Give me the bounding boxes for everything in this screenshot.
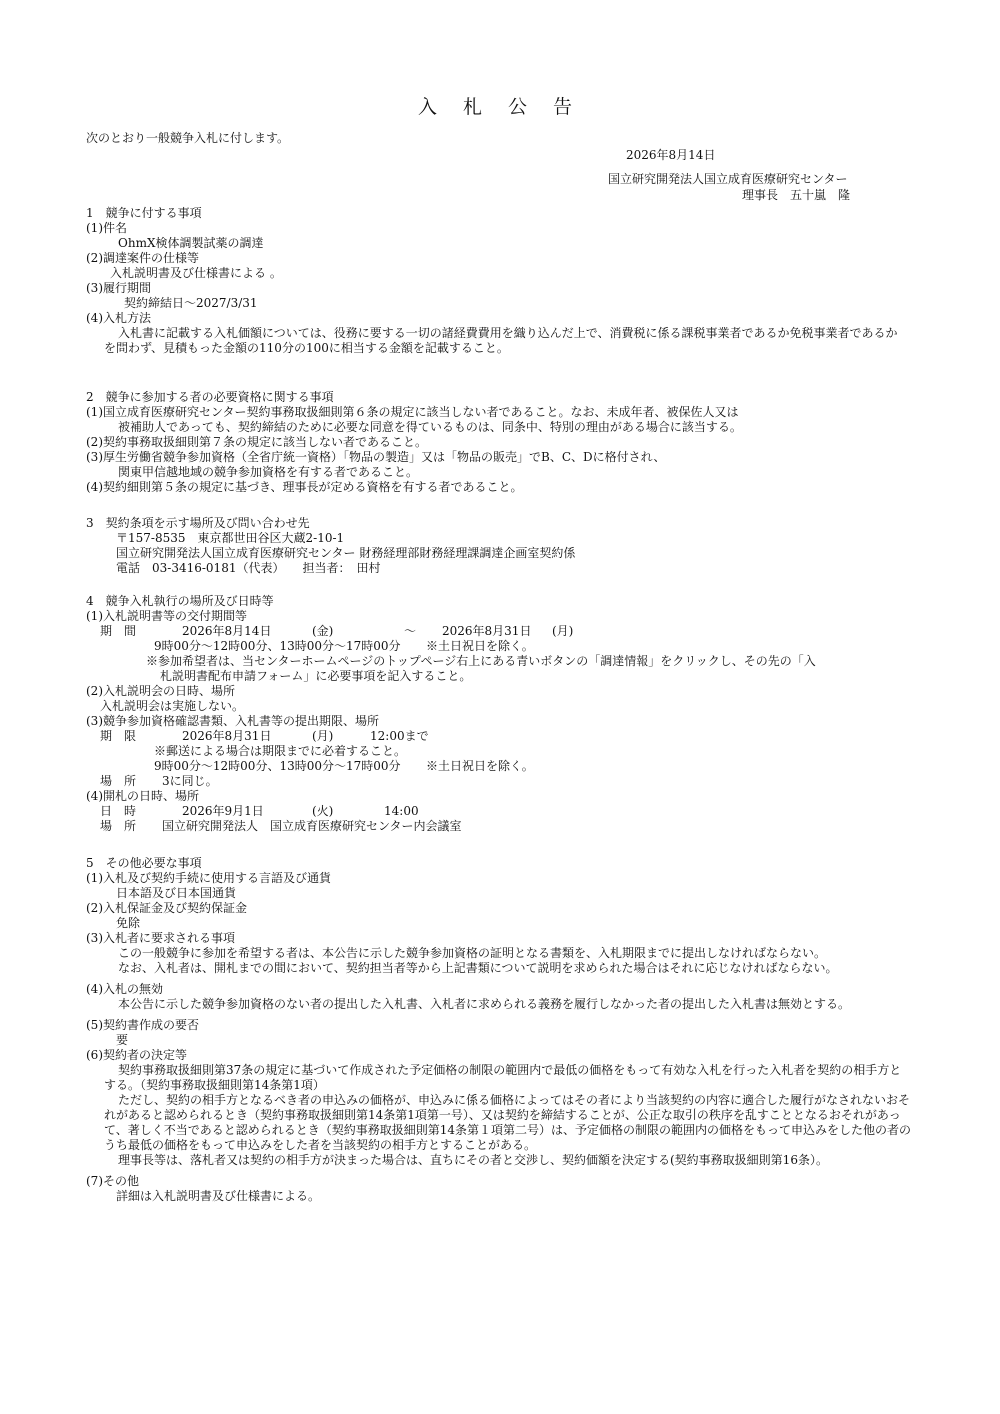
section-5-heading: 5 その他必要な事項 (86, 856, 202, 870)
item-5-4-label: (4)入札の無効 (86, 982, 163, 996)
opening-label: 日 時 (100, 804, 137, 818)
mail-note: ※郵送による場合は期限までに必着すること。 (154, 744, 407, 758)
contact-department: 国立研究開発法人国立成育医療研究センター 財務経理部財務経理課調達企画室契約係 (116, 546, 576, 560)
issuer-organization: 国立研究開発法人国立成育医療研究センター (608, 172, 848, 186)
item-5-2-label: (2)入札保証金及び契約保証金 (86, 901, 247, 915)
issue-period-end-dow: (月) (552, 624, 574, 638)
item-5-1-value: 日本語及び日本国通貨 (116, 886, 237, 900)
submit-hours: 9時00分〜12時00分、13時00分〜17時00分 (154, 759, 401, 773)
issue-note: ※参加希望者は、当センターホームページのトップページ右上にある青いボタンの「調達情報」をクリックし、その先の「入 (146, 654, 816, 668)
item-2-2: (2)契約事務取扱細則第７条の規定に該当しない者であること。 (86, 435, 428, 449)
item-2-1-cont: 被補助人であっても、契約締結のために必要な同意を得ているものは、同条中、特別の理由がある場合に該当する。 (118, 420, 742, 434)
item-5-7-label: (7)その他 (86, 1174, 139, 1188)
deadline-label: 期 限 (100, 729, 137, 743)
item-1-1-value: OhmX検体調製試薬の調達 (118, 236, 264, 250)
item-2-3-cont: 関東甲信越地域の競争参加資格を有する者であること。 (118, 465, 419, 479)
section-5 (86, 856, 916, 1204)
item-4-2-value: 入札説明会は実施しない。 (100, 699, 245, 713)
opening-date: 2026年9月1日 (182, 804, 264, 818)
item-1-4-value: 入札書に記載する入札価額については、役務に要する一切の諸経費費用を織り込んだ上で、消費税に係る課税事業者であるか免税事業者であるかを問わず、見積もった金額の110分の100に相当する金額を記載すること。 (104, 326, 898, 355)
issue-period-start: 2026年8月14日 (182, 624, 272, 638)
item-5-6-para-2: ただし、契約の相手方となるべき者の申込みの価格が、申込みに係る価格によってはその者により当該契約の内容に適合した履行がなされないおそれがあると認められるとき（契約事務取扱細則第14条第1項第一号）、又は契約を締結することが、公正な取引の秩序を乱すこととなるおそれがあって、著しく不当であると認められるとき（契約事務取扱細則第14条第１項第二号）は、予定価格の制限の範囲内の価格をもって申込みをした他の者のうち最低の価格をもって申込みをした者を当該契約の相手方とすることがある。 (104, 1093, 912, 1152)
issue-period-row (86, 624, 916, 639)
section-2-heading: 2 競争に参加する者の必要資格に関する事項 (86, 390, 334, 404)
issuer-signer: 理事長 五十嵐 隆 (742, 188, 851, 202)
intro-text: 次のとおり一般競争入札に付します。 (86, 131, 290, 145)
contact-address: 〒157-8535 東京都世田谷区大蔵2-10-1 (116, 531, 345, 545)
item-5-5-value: 要 (116, 1033, 129, 1047)
issue-period-tilde: 〜 (404, 624, 417, 638)
item-1-2-value: 入札説明書及び仕様書による 。 (110, 266, 282, 280)
item-4-3-label: (3)競争参加資格確認書類、入札書等の提出期限、場所 (86, 714, 380, 728)
item-2-4: (4)契約細則第５条の規定に基づき、理事長が定める資格を有する者であること。 (86, 480, 523, 494)
item-1-1-label: (1)件名 (86, 221, 127, 235)
item-5-7-value: 詳細は入札説明書及び仕様書による。 (116, 1189, 321, 1203)
issue-hours: 9時00分〜12時00分、13時00分〜17時00分 (154, 639, 401, 653)
item-1-3-value: 契約締結日〜2027/3/31 (124, 296, 258, 310)
item-5-1-label: (1)入札及び契約手続に使用する言語及び通貨 (86, 871, 331, 885)
item-5-6-label: (6)契約者の決定等 (86, 1048, 187, 1062)
item-1-4-label: (4)入札方法 (86, 311, 151, 325)
section-1-heading: 1 競争に付する事項 (86, 206, 202, 220)
submit-place-row (86, 774, 916, 789)
section-3-heading: 3 契約条項を示す場所及び問い合わせ先 (86, 516, 310, 530)
item-5-6-para-1: 契約事務取扱細則第37条の規定に基づいて作成された予定価格の制限の範囲内で最低の価格をもって有効な入札を行った入札者を契約の相手方とする。（契約事務取扱細則第14条第1項） (104, 1063, 902, 1092)
item-4-4-label: (4)開札の日時、場所 (86, 789, 199, 803)
section-1 (86, 206, 916, 356)
opening-time: 14:00 (384, 804, 419, 818)
item-2-3: (3)厚生労働省競争参加資格（全省庁統一資格）「物品の製造」又は「物品の販売」でB、C、Dに格付され、 (86, 450, 666, 464)
issue-period-label: 期 間 (100, 624, 137, 638)
item-5-4-para: 本公告に示した競争参加資格のない者の提出した入札書、入札者に求められる義務を履行しなかった者の提出した入札書は無効とする。 (118, 997, 851, 1011)
contact-phone: 電話 03-3416-0181（代表） 担当者： 田村 (116, 561, 381, 575)
item-5-3-label: (3)入札者に要求される事項 (86, 931, 235, 945)
deadline-time: 12:00まで (370, 729, 429, 743)
section-3 (86, 516, 916, 576)
item-5-3-para-1: この一般競争に参加を希望する者は、本公告に示した競争参加資格の証明となる書類を、入札期限までに提出しなければならない。 (118, 946, 827, 960)
submit-holiday-note: ※土日祝日を除く。 (426, 759, 534, 773)
page-title: 入 札 公 告 (417, 96, 583, 118)
submit-hours-row (86, 759, 916, 774)
issue-holiday-note: ※土日祝日を除く。 (426, 639, 534, 653)
issue-hours-row (86, 639, 916, 654)
item-1-2-label: (2)調達案件の仕様等 (86, 251, 199, 265)
issue-period-start-dow: (金) (312, 624, 334, 638)
item-4-1-label: (1)入札説明書等の交付期間等 (86, 609, 247, 623)
deadline-date: 2026年8月31日 (182, 729, 272, 743)
item-5-5-label: (5)契約書作成の要否 (86, 1018, 199, 1032)
item-5-6-para-3: 理事長等は、落札者又は契約の相手方が決まった場合は、直ちにその者と交渉し、契約価額を決定する(契約事務取扱細則第16条）。 (118, 1153, 828, 1167)
opening-place-value: 国立研究開発法人 国立成育医療研究センター内会議室 (162, 819, 462, 833)
item-1-3-label: (3)履行期間 (86, 281, 151, 295)
item-4-2-label: (2)入札説明会の日時、場所 (86, 684, 235, 698)
opening-place-row (86, 819, 916, 834)
item-2-1: (1)国立成育医療研究センター契約事務取扱細則第６条の規定に該当しない者であること。なお、未成年者、被保佐人又は (86, 405, 739, 419)
issue-period-end: 2026年8月31日 (442, 624, 532, 638)
section-4 (86, 594, 916, 834)
submit-place-value: 3に同じ。 (162, 774, 218, 788)
opening-place-label: 場 所 (100, 819, 137, 833)
item-5-3-para-2: なお、入札者は、開札までの間において、契約担当者等から上記書類について説明を求められた場合はそれに応じなければならない。 (118, 961, 838, 975)
section-2 (86, 390, 916, 495)
submit-place-label: 場 所 (100, 774, 137, 788)
issue-note-cont: 札説明書配布申請フォーム」に必要事項を記入すること。 (160, 669, 472, 683)
opening-row (86, 804, 916, 819)
deadline-row (86, 729, 916, 744)
notice-date: 2026年8月14日 (626, 148, 716, 162)
item-5-2-value: 免除 (116, 916, 141, 930)
opening-dow: (火) (312, 804, 334, 818)
section-4-heading: 4 競争入札執行の場所及び日時等 (86, 594, 274, 608)
deadline-dow: (月) (312, 729, 334, 743)
